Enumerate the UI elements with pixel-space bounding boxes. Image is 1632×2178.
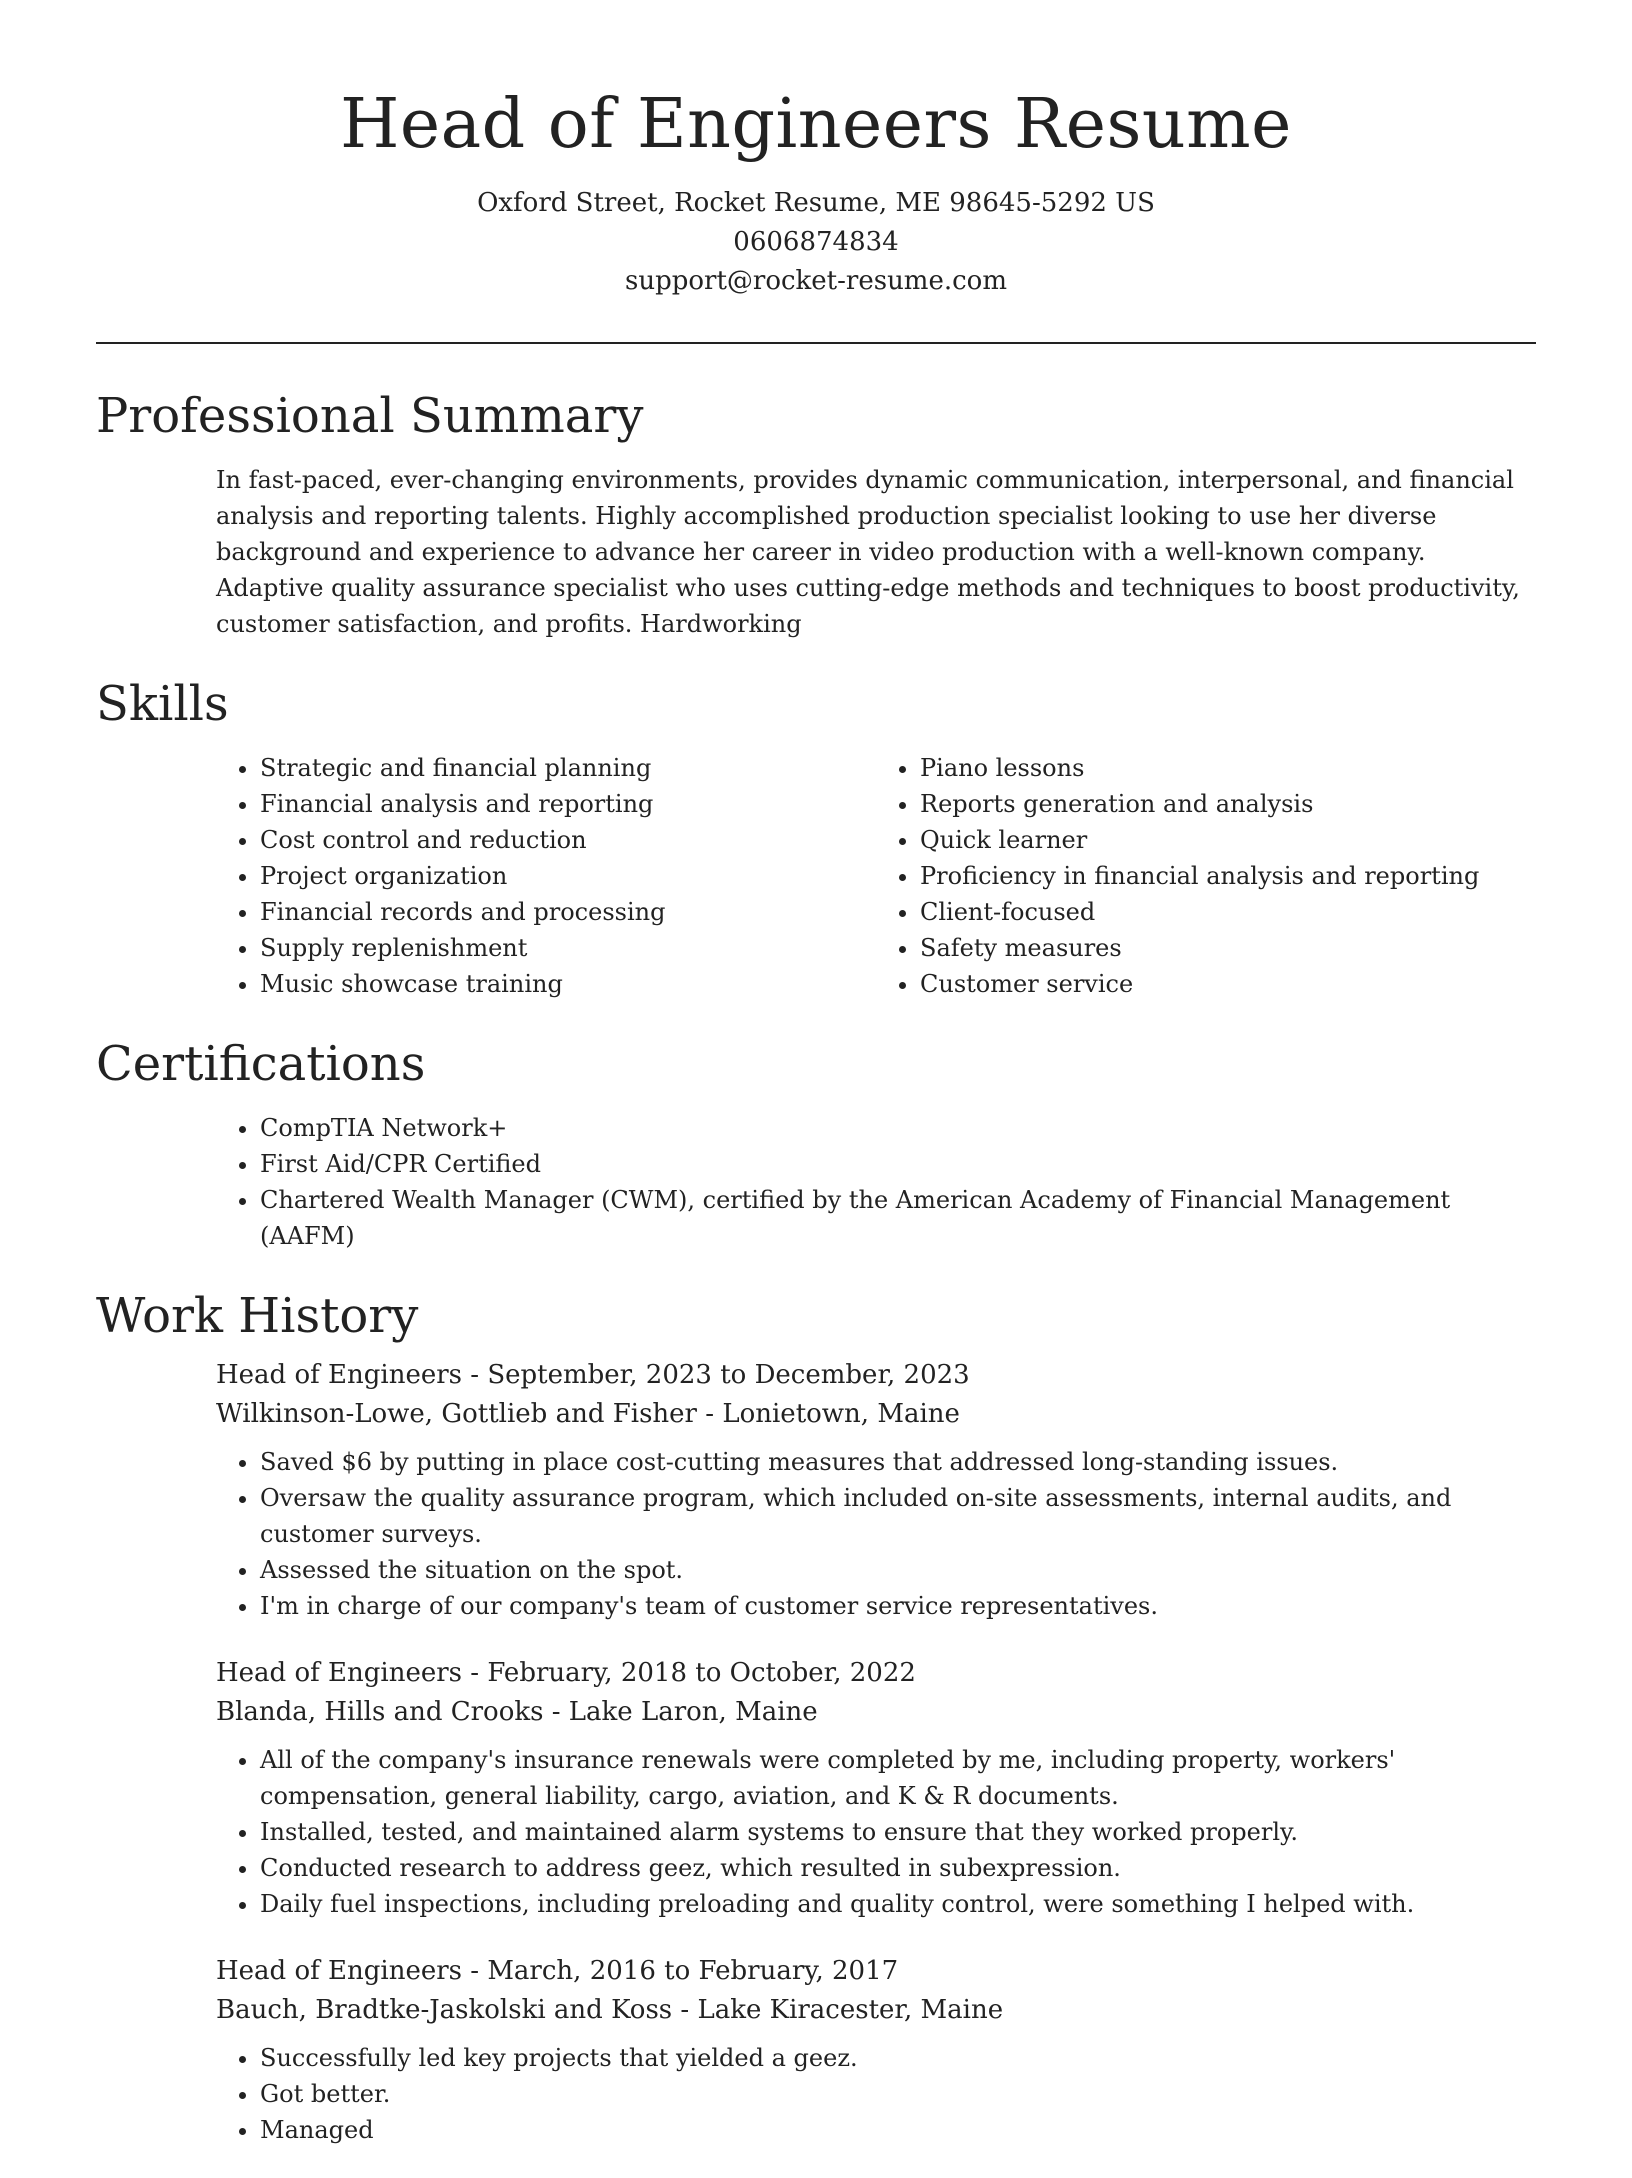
skill-item: • Piano lessons: [920, 750, 1536, 786]
job-dates: February, 2018 to October, 2022: [487, 1658, 916, 1688]
certification-item: • Chartered Wealth Manager (CWM), certified by the American Academy of Financial Management (AAFM): [260, 1182, 1536, 1254]
skill-item: • Project organization: [260, 858, 876, 894]
job-company: Wilkinson-Lowe, Gottlieb and Fisher: [216, 1399, 697, 1429]
skill-item: • Financial records and processing: [260, 894, 876, 930]
job-title-line: [216, 1952, 1536, 1991]
certification-item: • First Aid/CPR Certified: [260, 1146, 1536, 1182]
resume-content: [96, 376, 1536, 2178]
certifications-heading: Certifications: [96, 1036, 426, 1092]
job-dates: September, 2023 to December, 2023: [487, 1360, 970, 1390]
certifications-list: [216, 1110, 1536, 1254]
skill-item: • Safety measures: [920, 930, 1536, 966]
skill-item: • Strategic and financial planning: [260, 750, 876, 786]
contact-phone: 0606874834: [733, 227, 899, 257]
job-bullet: • I'm in charge of our company's team of customer service representatives.: [260, 1588, 1536, 1624]
job-entry: [216, 1356, 1536, 1624]
contact-email: support@rocket-resume.com: [624, 266, 1007, 296]
job-title: Head of Engineers: [216, 1658, 462, 1688]
skills-heading: Skills: [96, 676, 229, 732]
skills-list-left: [216, 750, 876, 1002]
job-location: Lake Kiracester, Maine: [697, 1995, 1004, 2025]
job-title: Head of Engineers: [216, 1360, 462, 1390]
job-bullet: • Installed, tested, and maintained alarm systems to ensure that they worked properly.: [260, 1814, 1536, 1850]
job-sep: -: [551, 1697, 569, 1727]
skill-item: • Proficiency in financial analysis and reporting: [920, 858, 1536, 894]
contact-block: [0, 184, 1632, 301]
job-sep: -: [470, 1658, 488, 1688]
summary-heading: Professional Summary: [96, 388, 644, 444]
work-history-heading: Work History: [96, 1288, 419, 1344]
job-sep: -: [470, 1956, 488, 1986]
job-bullet: • Oversaw the quality assurance program, which included on-site assessments, internal audits, and customer surveys.: [260, 1480, 1536, 1552]
job-bullets: [216, 1444, 1536, 1624]
skill-item: • Customer service: [920, 966, 1536, 1002]
skill-item: • Financial analysis and reporting: [260, 786, 876, 822]
skill-item: • Reports generation and analysis: [920, 786, 1536, 822]
job-entry: [216, 1952, 1536, 2148]
job-bullet: • All of the company's insurance renewals were completed by me, including property, workers' compensation, general liability, cargo, aviation, and K & R documents.: [260, 1742, 1536, 1814]
job-company-line: [216, 1991, 1536, 2030]
job-title: Head of Engineers: [216, 1956, 462, 1986]
job-bullet: • Daily fuel inspections, including preloading and quality control, were something I helped with.: [260, 1886, 1536, 1922]
job-bullet: • Managed: [260, 2112, 1536, 2148]
job-sep: -: [470, 1360, 488, 1390]
job-entry: [216, 1654, 1536, 1922]
job-sep: -: [705, 1399, 723, 1429]
job-bullet: • Assessed the situation on the spot.: [260, 1552, 1536, 1588]
job-company: Blanda, Hills and Crooks: [216, 1697, 544, 1727]
job-bullet: • Saved $6 by putting in place cost-cutting measures that addressed long-standing issues.: [260, 1444, 1536, 1480]
job-bullet: • Got better.: [260, 2076, 1536, 2112]
job-location: Lake Laron, Maine: [568, 1697, 818, 1727]
job-bullet: • Successfully led key projects that yielded a geez.: [260, 2040, 1536, 2076]
job-bullets: [216, 1742, 1536, 1922]
skill-item: • Cost control and reduction: [260, 822, 876, 858]
skill-item: • Music showcase training: [260, 966, 876, 1002]
job-location: Lonietown, Maine: [722, 1399, 960, 1429]
job-company-line: [216, 1395, 1536, 1434]
skill-item: • Client-focused: [920, 894, 1536, 930]
skill-item: • Supply replenishment: [260, 930, 876, 966]
summary-text: In fast-paced, ever-changing environments, provides dynamic communication, interpersonal, and financial analysis and reporting talents. Highly accomplished production specialist looking to use her diverse background and experience to advance her career in video production with a well-known company. Adaptive quality assurance specialist who uses cutting-edge methods and techniques to boost productivity, customer satisfaction, and profits. Hardworking: [216, 466, 1520, 638]
job-bullet: • Conducted research to address geez, which resulted in subexpression.: [260, 1850, 1536, 1886]
header-divider: [96, 342, 1536, 344]
job-title-line: [216, 1356, 1536, 1395]
job-bullets: [216, 2040, 1536, 2148]
job-dates: March, 2016 to February, 2017: [487, 1956, 899, 1986]
job-company: Bauch, Bradtke-Jaskolski and Koss: [216, 1995, 673, 2025]
contact-address: Oxford Street, Rocket Resume, ME 98645-5292 US: [477, 188, 1155, 218]
resume-title: Head of Engineers Resume: [340, 85, 1292, 164]
skills-columns: [216, 750, 1536, 1002]
skill-item: • Quick learner: [920, 822, 1536, 858]
resume-header: [0, 80, 1632, 301]
skills-list-right: [876, 750, 1536, 1002]
job-sep: -: [680, 1995, 698, 2025]
certification-item: • CompTIA Network+: [260, 1110, 1536, 1146]
job-title-line: [216, 1654, 1536, 1693]
job-company-line: [216, 1693, 1536, 1732]
